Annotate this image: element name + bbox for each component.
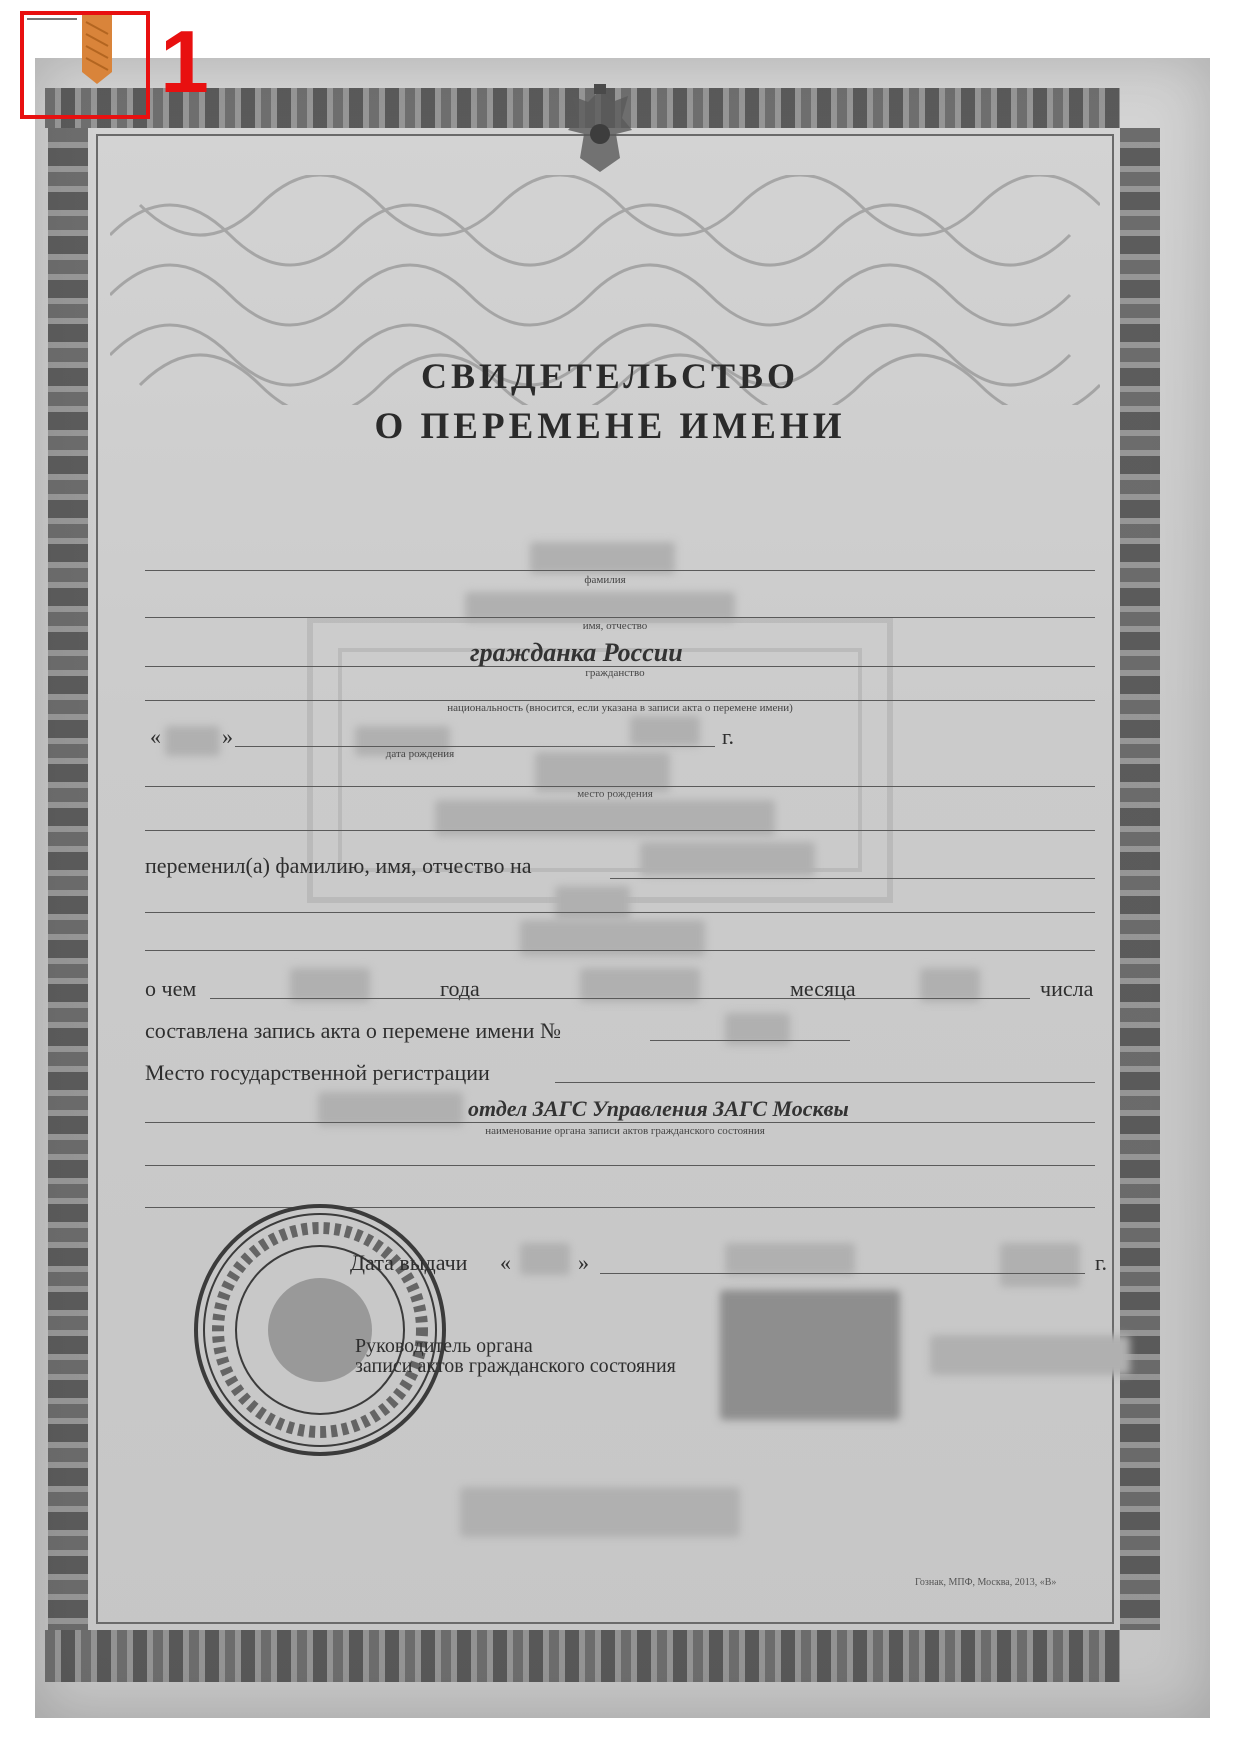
registry-office-caption: наименование органа записи актов гражданского состояния (485, 1125, 765, 1137)
ornamental-frame-right (1120, 128, 1160, 1630)
annotation-number: 1 (160, 12, 209, 111)
redacted-birth-year (630, 716, 700, 746)
issue-date-line (600, 1273, 1085, 1274)
new-name-line-3 (145, 950, 1095, 951)
redacted-new-name-2 (555, 886, 630, 920)
record-number-line (650, 1040, 850, 1041)
new-name-line-2 (145, 912, 1095, 913)
redacted-signature (720, 1290, 900, 1420)
birth-date-caption: дата рождения (385, 748, 455, 760)
birth-year-suffix: г. (722, 724, 735, 749)
ornamental-frame-bottom (45, 1630, 1120, 1682)
name-line (145, 617, 1095, 618)
registry-office-value: отдел ЗАГС Управления ЗАГС Москвы (468, 1096, 849, 1121)
head-label-line-2: записи актов гражданского состояния (355, 1355, 676, 1377)
issue-year-suffix: г. (1095, 1250, 1108, 1275)
redacted-issue-month (725, 1243, 855, 1275)
surname-caption: фамилия (584, 574, 626, 586)
birth-place-line (145, 786, 1095, 787)
birth-date-close-quote: » (222, 724, 233, 749)
registration-place-line (555, 1082, 1095, 1083)
birth-place-line-2 (145, 830, 1095, 831)
nationality-caption: национальность (вносится, если указана в записи акта о перемене имени) (447, 702, 793, 714)
record-number-label: составлена запись акта о перемене имени № (145, 1018, 561, 1043)
birth-place-caption: место рождения (577, 788, 653, 800)
issue-date-label: Дата выдачи (350, 1250, 468, 1275)
citizenship-caption: гражданство (585, 667, 645, 679)
registry-office-line-2 (145, 1165, 1095, 1166)
month-label: месяца (790, 976, 856, 1001)
issue-date-close-quote: » (578, 1250, 589, 1275)
coat-of-arms-icon (560, 82, 640, 182)
nationality-line (145, 700, 1095, 701)
citizenship-value: гражданка России (470, 638, 683, 667)
document-title-line-1: СВИДЕТЕЛЬСТВО (420, 356, 800, 396)
annotation-box (20, 11, 150, 119)
printer-mark: Гознак, МПФ, Москва, 2013, «В» (915, 1577, 1057, 1588)
redacted-issuer-stamp (460, 1487, 740, 1537)
redacted-issue-year (1000, 1243, 1080, 1287)
redacted-issue-day (520, 1243, 570, 1275)
surname-line (145, 570, 1095, 571)
issue-date-open-quote: « (500, 1250, 511, 1275)
changed-name-label: переменил(а) фамилию, имя, отчество на (145, 853, 532, 878)
head-label-line-1: Руководитель органа (355, 1335, 533, 1357)
official-seal-stamp (190, 1200, 450, 1460)
record-date-line (210, 998, 1030, 999)
ornamental-frame-left (48, 128, 88, 1630)
document-title-line-2: О ПЕРЕМЕНЕ ИМЕНИ (374, 406, 846, 447)
redacted-record-day (920, 968, 980, 1002)
new-name-line (610, 878, 1095, 879)
redacted-registry-district (318, 1092, 463, 1126)
birth-date-line (235, 746, 715, 747)
registry-office-line (145, 1122, 1095, 1123)
redacted-new-name (640, 842, 815, 876)
day-label: числа (1040, 976, 1094, 1001)
redacted-head-name (930, 1335, 1130, 1375)
redacted-birth-day (165, 726, 220, 756)
redacted-record-month (580, 968, 700, 1002)
redacted-record-year (290, 968, 370, 1002)
about-label: о чем (145, 976, 197, 1001)
registration-place-label: Место государственной регистрации (145, 1060, 490, 1085)
birth-date-open-quote: « (150, 724, 161, 749)
name-caption: имя, отчество (582, 620, 648, 632)
year-label: года (440, 976, 480, 1001)
